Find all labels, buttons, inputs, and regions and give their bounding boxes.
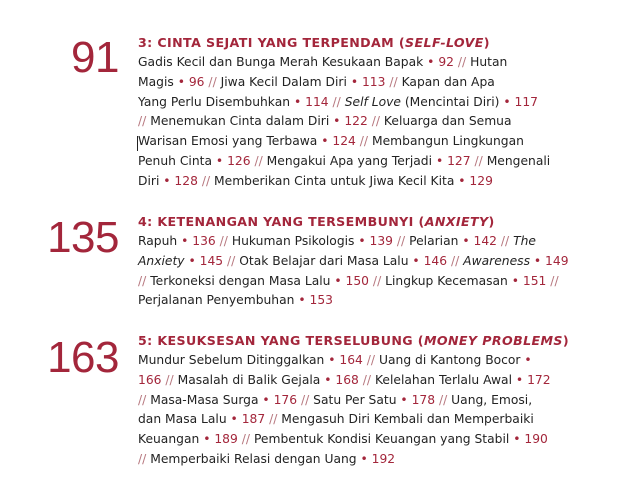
- separator: //: [138, 392, 147, 407]
- page-number: • 150: [330, 273, 373, 288]
- section-title: Otak Belajar dari Masa Lalu: [235, 253, 409, 268]
- toc-line: [138, 391, 568, 411]
- chapter-title-italic: ANXIETY: [424, 214, 489, 229]
- section-title: Memberikan Cinta untuk Jiwa Kecil Kita: [210, 173, 455, 188]
- separator: //: [371, 114, 381, 129]
- separator: //: [362, 372, 372, 387]
- separator: //: [389, 74, 398, 89]
- page-number: • 127: [432, 153, 475, 168]
- section-title: (Mencintai Diri): [400, 94, 500, 109]
- separator: //: [219, 234, 228, 248]
- page-number: • 126: [212, 153, 255, 168]
- page-number: • 96: [173, 74, 209, 89]
- separator: //: [227, 253, 236, 268]
- page-number: • 172: [512, 372, 551, 387]
- page-number: • 190: [509, 432, 548, 447]
- toc-line: [138, 252, 568, 272]
- section-title: Diri: [138, 173, 160, 188]
- page-number: • 139: [354, 234, 397, 248]
- section-title: Masalah di Balik Gejala: [173, 372, 321, 387]
- chapter-title-text: 5: KESUKSESAN YANG TERSELUBUNG (: [138, 333, 424, 348]
- section-title: Mundur Sebelum Ditinggalkan: [138, 353, 325, 367]
- chapter-title: [138, 331, 568, 351]
- section-title: Membangun Lingkungan: [368, 134, 524, 149]
- section-title: Hutan: [466, 55, 508, 69]
- chapter-title-text: 4: KETENANGAN YANG TERSEMBUNYI (: [138, 214, 425, 229]
- page-number: • 176: [258, 392, 301, 407]
- page-number: • 168: [320, 372, 363, 387]
- section-title: Kelelahan Terlalu Awal: [371, 372, 512, 387]
- separator: //: [138, 273, 147, 288]
- separator: //: [474, 153, 483, 168]
- separator: //: [457, 55, 467, 69]
- section-title: dan Masa Lalu: [138, 412, 227, 427]
- separator: //: [254, 153, 263, 168]
- page-number: • 142: [458, 234, 501, 248]
- chapter-content: [138, 33, 568, 192]
- section-title: Penuh Cinta: [138, 153, 212, 168]
- section-title: Hukuman Psikologis: [227, 234, 355, 248]
- page-number: • 117: [499, 94, 538, 109]
- separator: //: [500, 234, 510, 248]
- page-number: 166: [138, 372, 166, 387]
- toc-line: [138, 410, 568, 430]
- section-title: Memperbaiki Relasi dengan Uang: [146, 451, 357, 466]
- toc-line: [138, 232, 568, 252]
- section-title-italic: Anxiety: [138, 253, 185, 268]
- separator: //: [165, 372, 174, 387]
- section-title: Uang di Kantong Bocor: [375, 353, 521, 367]
- separator: //: [438, 392, 448, 407]
- section-title-italic: Self Love: [344, 94, 401, 109]
- page-number: • 128: [159, 173, 202, 188]
- separator: //: [208, 74, 217, 89]
- page-number: • 129: [454, 173, 493, 188]
- section-title: Terkoneksi dengan Masa Lalu: [146, 273, 331, 288]
- section-title: Menemukan Cinta dalam Diri: [146, 114, 330, 129]
- chapter-title: [138, 33, 568, 53]
- section-title: Masa-Masa Surga: [146, 392, 259, 407]
- chapter-start-page: 91: [71, 33, 119, 82]
- page-number: • 149: [529, 253, 569, 268]
- section-title-italic: The: [513, 234, 536, 248]
- page-number: • 145: [184, 253, 228, 268]
- section-list: [138, 232, 568, 311]
- section-title-italic: Awareness: [463, 253, 530, 268]
- separator: //: [366, 353, 376, 367]
- section-title: Magis: [138, 74, 174, 89]
- section-list: [138, 351, 568, 470]
- separator: //: [450, 253, 460, 268]
- toc-line: [138, 73, 568, 93]
- page-number: • 164: [324, 353, 367, 367]
- section-title: Yang Perlu Disembuhkan: [138, 94, 291, 109]
- separator: //: [300, 392, 310, 407]
- separator: //: [201, 173, 211, 188]
- chapter-title-close: ): [483, 35, 490, 50]
- separator: //: [396, 234, 406, 248]
- page-number: •: [520, 353, 532, 367]
- toc-line: [138, 93, 568, 113]
- page-number: • 124: [317, 134, 360, 149]
- chapter-start-page: 163: [47, 333, 119, 382]
- chapter-content: [138, 331, 568, 470]
- toc-line: [138, 152, 568, 172]
- toc-line: [138, 351, 568, 371]
- section-title: Perjalanan Penyembuhan: [138, 293, 295, 308]
- section-title: Lingkup Kecemasan: [381, 273, 508, 288]
- page-number: • 192: [356, 451, 396, 466]
- toc-line: [138, 112, 568, 132]
- section-title: Keluarga dan Semua: [380, 114, 512, 129]
- toc-line: [138, 172, 568, 192]
- toc-line: [138, 132, 568, 152]
- toc-line: [138, 371, 568, 391]
- section-title: Pelarian: [405, 234, 459, 248]
- page-number: • 136: [177, 234, 220, 248]
- page-number: • 92: [423, 55, 458, 69]
- chapter-title-italic: SELF-LOVE: [405, 35, 484, 50]
- separator: //: [372, 273, 382, 288]
- chapter-title-close: ): [562, 333, 570, 348]
- section-title: Mengasuh Diri Kembali dan Memperbaiki: [277, 412, 534, 427]
- page-number: • 122: [329, 114, 372, 129]
- section-title: Gadis Kecil dan Bunga Merah Kesukaan Bapak: [138, 55, 424, 69]
- page-number: • 113: [346, 74, 390, 89]
- separator: //: [138, 114, 147, 129]
- text-cursor: [137, 136, 138, 151]
- chapter-title-close: ): [488, 214, 495, 229]
- section-title: Warisan Emosi yang Terbawa: [138, 134, 318, 149]
- separator: //: [138, 451, 147, 466]
- page-number: • 151: [507, 273, 551, 288]
- toc-line: [138, 53, 568, 73]
- chapter-content: [138, 212, 568, 311]
- toc-line: [138, 450, 568, 470]
- toc-line: [138, 430, 568, 450]
- separator: //: [359, 134, 369, 149]
- section-title: Uang, Emosi,: [447, 392, 533, 407]
- page-number: • 146: [408, 253, 451, 268]
- page-number: • 114: [290, 94, 333, 109]
- chapter-title-text: 3: CINTA SEJATI YANG TERPENDAM (: [138, 35, 406, 50]
- chapter-start-page: 135: [47, 213, 119, 262]
- separator: //: [269, 412, 278, 427]
- toc-line: [138, 272, 568, 292]
- section-title: Mengenali: [482, 153, 551, 168]
- page-number: • 187: [226, 412, 270, 427]
- separator: //: [550, 273, 559, 288]
- section-title: Rapuh: [138, 234, 178, 248]
- separator: //: [241, 432, 251, 447]
- section-title: Kapan dan Apa: [397, 74, 495, 89]
- section-title: Mengakui Apa yang Terjadi: [262, 153, 433, 168]
- section-title: Pembentuk Kondisi Keuangan yang Stabil: [250, 432, 510, 447]
- page-number: • 189: [199, 432, 242, 447]
- chapter-title-italic: MONEY PROBLEMS: [423, 333, 563, 348]
- page-number: • 178: [396, 392, 439, 407]
- section-title: Jiwa Kecil Dalam Diri: [216, 74, 347, 89]
- toc-line: [138, 291, 568, 311]
- section-list: [138, 53, 568, 192]
- chapter-title: [138, 212, 568, 232]
- page-number: • 153: [294, 293, 333, 308]
- section-title: Keuangan: [138, 432, 200, 447]
- section-title: Satu Per Satu: [309, 392, 397, 407]
- separator: //: [332, 94, 341, 109]
